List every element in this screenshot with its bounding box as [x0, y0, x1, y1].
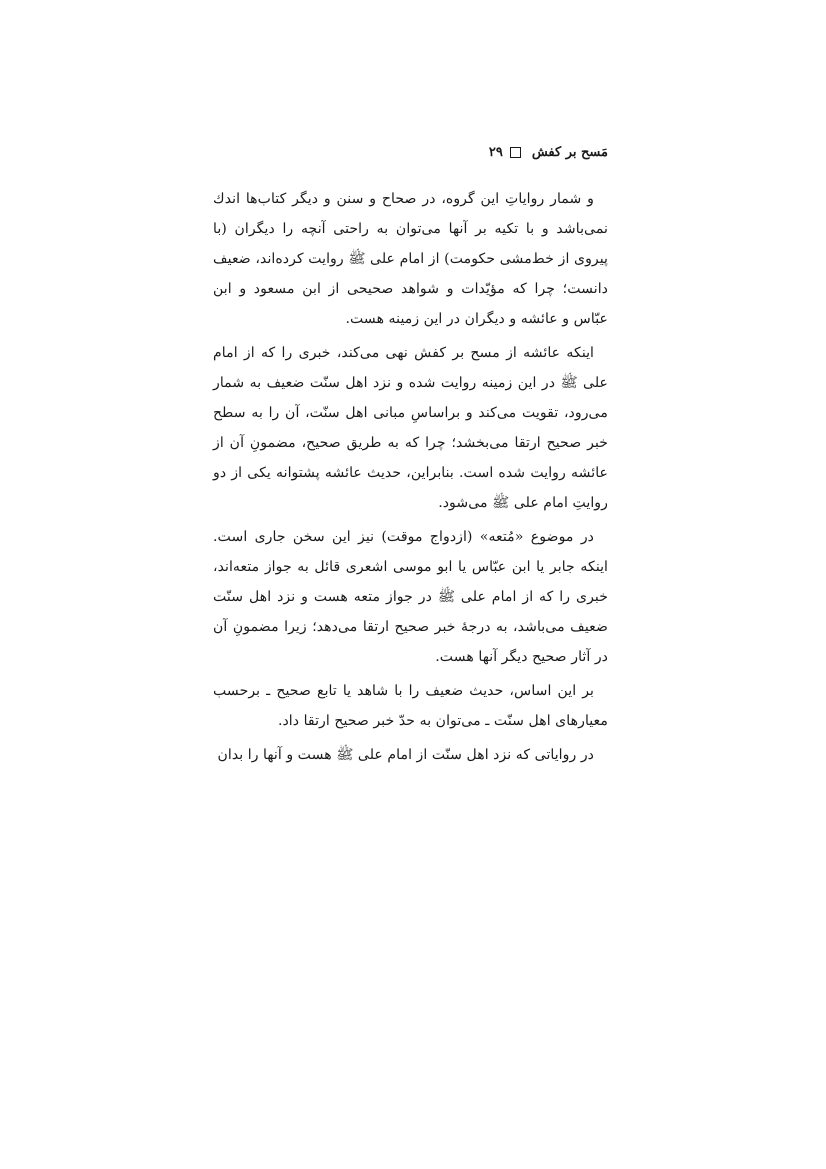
header-title: مَسح بر کفش [531, 144, 608, 160]
page-number: ۲۹ [488, 144, 503, 160]
paragraph-3: در موضوع «مُتعه» (ازدواج موقت) نيز اين سخن جاری است. اينكه جابر يا ابن عبّاس يا ابو موسی اشعری قائل به جواز متعه‌اند، خبری را كه از امام علی ﷺ در جواز متعه هست و نزد اهل سنّت ضعيف می‌باشد، به درجهٔ خبر صحيح ارتقا می‌دهد؛ زيرا مضمونِ آن در آثار صحيح ديگر آنها هست. [213, 529, 608, 665]
document-page [213, 140, 608, 774]
paragraph-4: بر اين اساس، حديث ضعيف را با شاهد يا تابع صحيح ـ برحسب معيارهای اهل سنّت ـ می‌توان به حدّ خبر صحيح ارتقا داد. [213, 683, 608, 729]
body-text [213, 184, 608, 770]
paragraph-5: در رواياتی كه نزد اهل سنّت از امام علی ﷺ هست و آنها را بدان [217, 747, 594, 763]
paragraph-1: و شمار رواياتِ اين گروه، در صحاح و سنن و ديگر كتاب‌ها اندك نمی‌باشد و با تكيه بر آنها می‌توان به راحتی آنچه را ديگران (با پيروی از خط‌مشی حكومت) از امام علی ﷺ روايت كرده‌اند، ضعيف دانست؛ چرا كه مؤيّدات و شواهد صحيحی از ابن مسعود و ابن عبّاس و عائشه و ديگران در اين زمينه هست. [213, 191, 608, 327]
running-header [213, 140, 608, 164]
square-box-icon [510, 147, 521, 158]
paragraph-2: اينكه عائشه از مسح بر كفش نهی می‌كند، خبری را كه از امام علی ﷺ در اين زمينه روايت شده و نزد اهل سنّت ضعيف به شمار می‌رود، تقويت می‌كند و براساسِ مبانی اهل سنّت، آن را به سطح خبر صحيح ارتقا می‌بخشد؛ چرا كه به طريق صحيح، مضمونِ آن از عائشه روايت شده است. بنابراين، حديث عائشه پشتوانه يكی از دو روايتِ امام علی ﷺ می‌شود. [213, 345, 608, 511]
